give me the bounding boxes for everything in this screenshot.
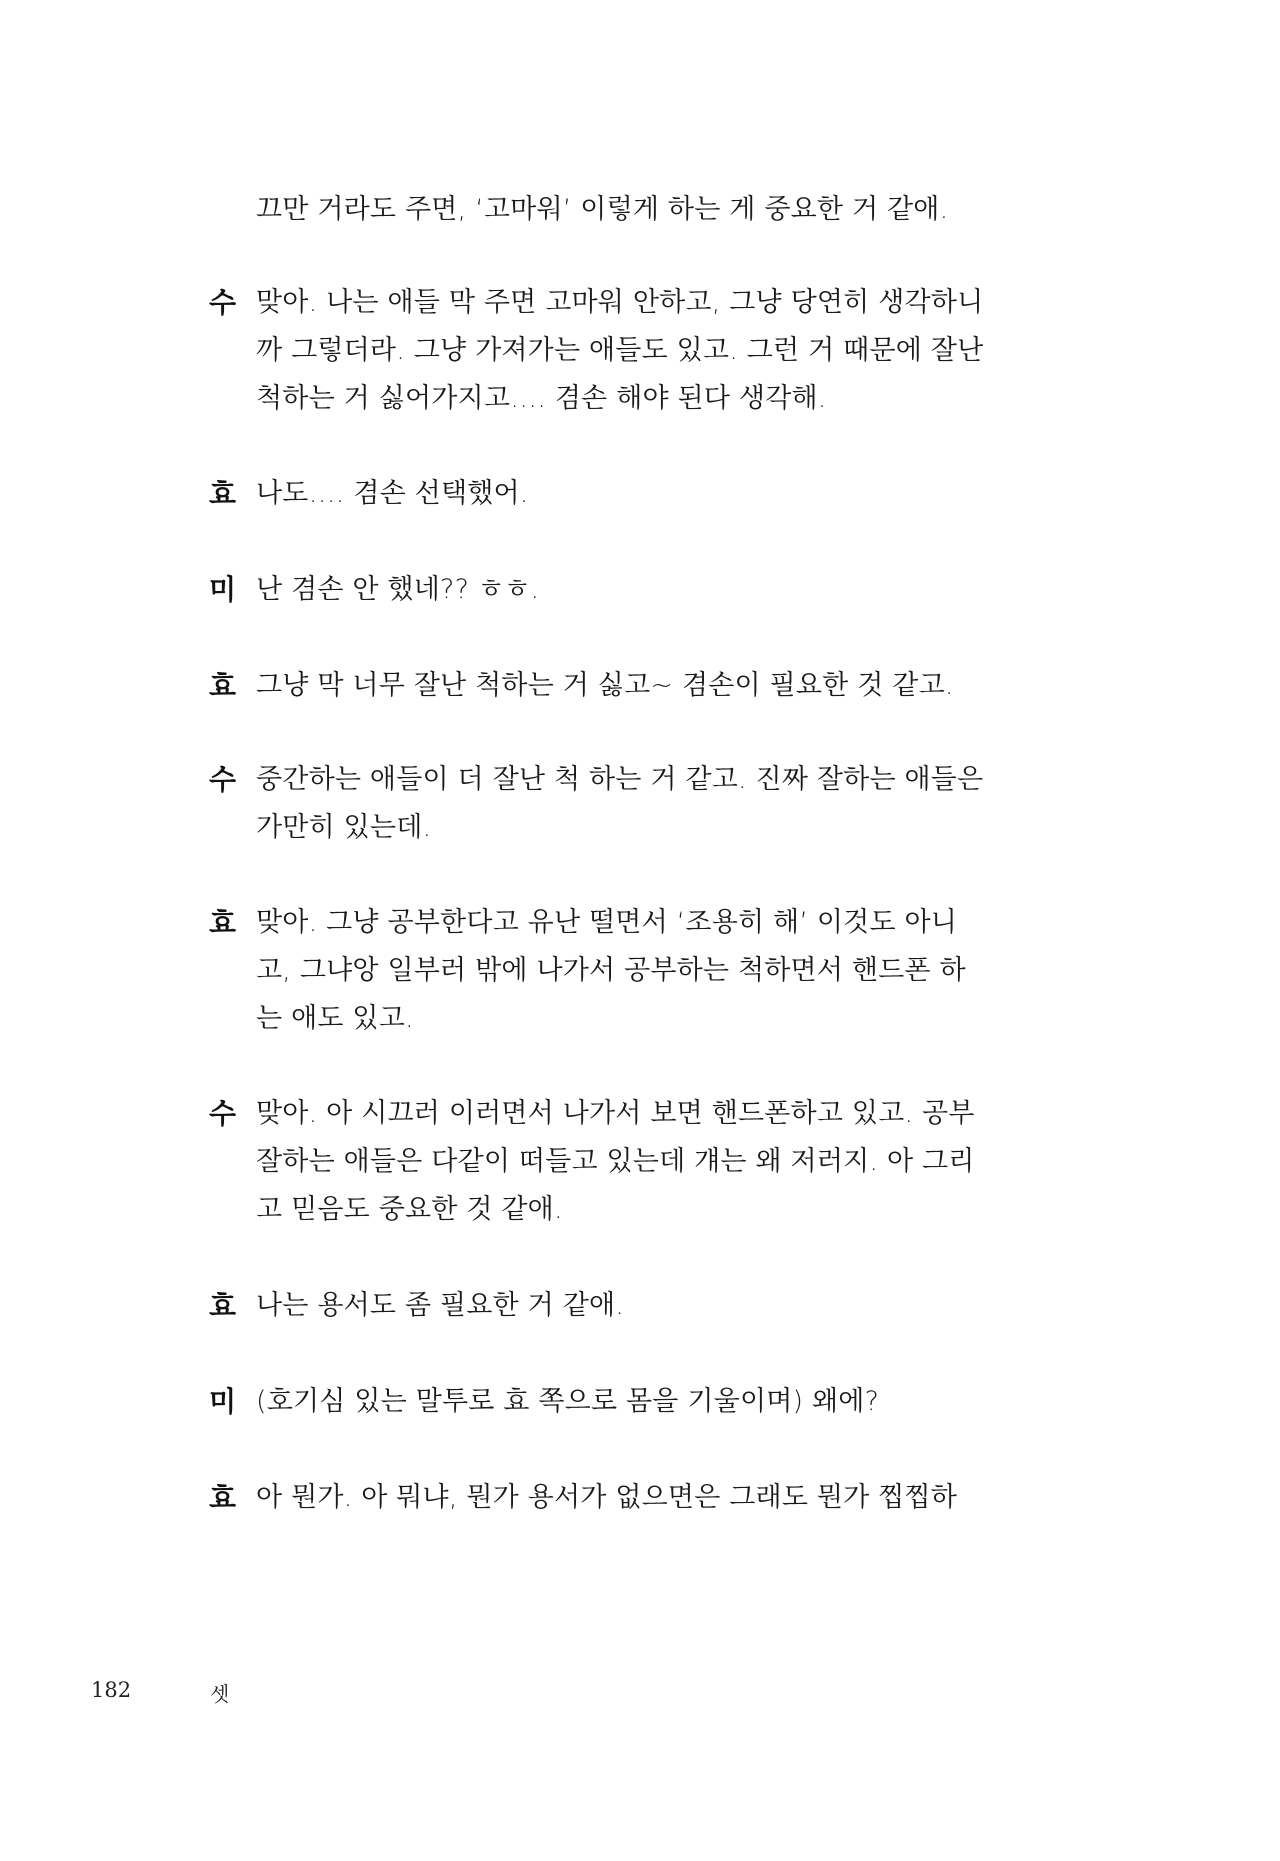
speaker-label: 수 — [209, 286, 237, 319]
dialogue-line: 가만히 있는데. — [256, 812, 432, 843]
dialogue-line: 고, 그냐앙 일부러 밖에 나가서 공부하는 척하면서 핸드폰 하 — [256, 955, 966, 986]
chapter-label: 셋 — [210, 1682, 230, 1706]
speaker-label: 효 — [209, 669, 237, 702]
dialogue-line: 중간하는 애들이 더 잘난 척 하는 거 같고. 진짜 잘하는 애들은 — [256, 764, 984, 795]
speaker-label: 효 — [209, 1481, 237, 1514]
page-number: 182 — [91, 1678, 132, 1702]
speaker-label: 효 — [209, 906, 237, 939]
dialogue-line: 그냥 막 너무 잘난 척하는 거 싫고~ 겸손이 필요한 것 같고. — [256, 670, 954, 701]
dialogue-line: 난 겸손 안 했네?? ㅎㅎ. — [256, 574, 540, 605]
dialogue-line: 맞아. 그냥 공부한다고 유난 떨면서 ‘조용히 해’ 이것도 아니 — [256, 907, 958, 938]
speaker-label: 미 — [209, 573, 237, 606]
speaker-label: 효 — [209, 1289, 237, 1322]
dialogue-line: 맞아. 나는 애들 막 주면 고마워 안하고, 그냥 당연히 생각하니 — [256, 287, 984, 318]
speaker-label: 수 — [209, 763, 237, 796]
speaker-label: 수 — [209, 1097, 237, 1130]
dialogue-line: 잘하는 애들은 다같이 떠들고 있는데 걔는 왜 저러지. 아 그리 — [256, 1146, 975, 1177]
dialogue-line: 아 뭔가. 아 뭐냐, 뭔가 용서가 없으면은 그래도 뭔가 찝찝하 — [256, 1482, 958, 1513]
dialogue-line: 까 그렇더라. 그냥 가져가는 애들도 있고. 그런 거 때문에 잘난 — [256, 335, 984, 366]
dialogue-line: (호기심 있는 말투로 효 쪽으로 몸을 기울이며) 왜에? — [256, 1386, 880, 1417]
dialogue-line: 맞아. 아 시끄러 이러면서 나가서 보면 핸드폰하고 있고. 공부 — [256, 1098, 975, 1129]
dialogue-line: 나도…. 겸손 선택했어. — [256, 478, 529, 509]
dialogue-line: 척하는 거 싫어가지고…. 겸손 해야 된다 생각해. — [256, 383, 827, 414]
continuation-line: 끄만 거라도 주면, ‘고마워’ 이렇게 하는 게 중요한 거 같애. — [256, 194, 949, 225]
speaker-label: 미 — [209, 1385, 237, 1418]
dialogue-line: 고 믿음도 중요한 것 같애. — [256, 1194, 563, 1225]
speaker-label: 효 — [209, 477, 237, 510]
dialogue-line: 나는 용서도 좀 필요한 거 같애. — [256, 1290, 625, 1321]
dialogue-line: 는 애도 있고. — [256, 1003, 414, 1034]
